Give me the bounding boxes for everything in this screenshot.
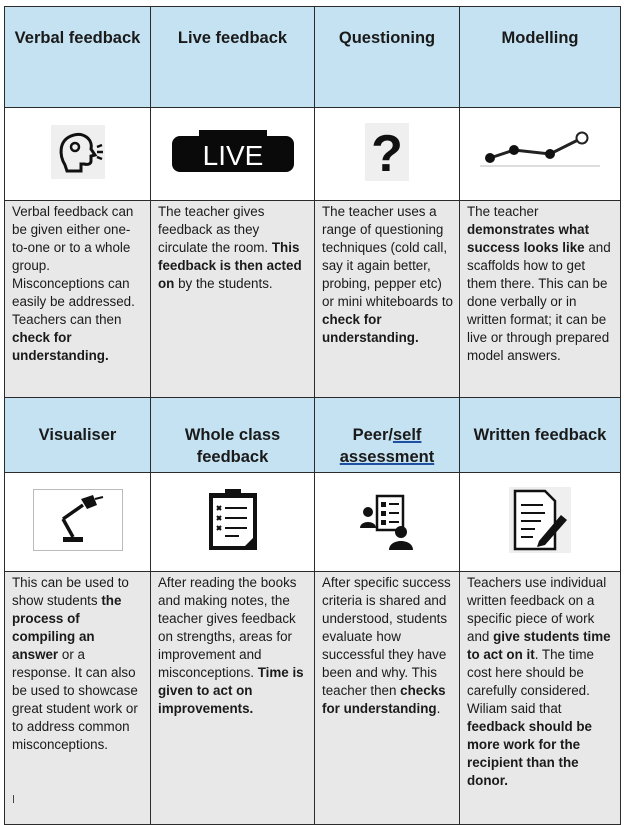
header-visualiser: [5, 398, 151, 473]
cell-verbal-feedback: Verbal feedback can be given either one-to-one or to a whole group. Misconceptions can easily be addressed. Teachers can then check for understanding.: [5, 201, 151, 398]
header-live-feedback: [151, 7, 315, 108]
header-written-feedback: [460, 398, 621, 473]
header-label: Whole class feedback: [184, 426, 281, 466]
cell-live-feedback: The teacher gives feedback as they circulate the room. This feedback is then acted on by the students.: [151, 201, 315, 398]
header-label: Verbal feedback: [14, 29, 141, 47]
header-modelling: [460, 7, 621, 108]
cell-peer-self-assessment: After specific success criteria is shared and understood, students evaluate how successful they have been and why. This teacher then checks for understanding.: [315, 572, 460, 825]
cell-visualiser: This can be used to show students the process of compiling an answer or a response. It can also be used to showcase great student work or to address common misconceptions.: [5, 572, 151, 825]
description-row-1: [5, 201, 621, 398]
cell-modelling: The teacher demonstrates what success looks like and scaffolds how to get them there. This can be done verbally or in written format; it can be live or through prepared model answers.: [460, 201, 621, 398]
head-speaking-icon: [51, 125, 105, 179]
feedback-strategies-table: [4, 6, 621, 825]
icon-row-1: [5, 108, 621, 201]
cell-whole-class-feedback: After reading the books and making notes, the teacher gives feedback on strengths, areas for improvement and misconceptions. Time is given to act on improvements.: [151, 572, 315, 825]
cell-written-feedback: Teachers use individual written feedback on a specific piece of work and give students time to act on it. The time cost here should be carefully considered. Wiliam said that feedback should be more work for the recipient than the donor.: [460, 572, 621, 825]
question-mark-icon: [365, 123, 409, 181]
peer-review-icon: [359, 490, 415, 550]
header-peer-self-assessment: Peer/self assessment: [315, 398, 460, 473]
desk-lamp-icon: [33, 489, 123, 551]
header-label: Written feedback: [473, 426, 607, 444]
page-margin-mark: [13, 795, 14, 803]
line-graph-icon: [478, 130, 602, 174]
header-label: Questioning: [338, 29, 436, 47]
cell-questioning: The teacher uses a range of questioning techniques (cold call, say it again better, probing, pepper etc) or mini whiteboards to check for understanding.: [315, 201, 460, 398]
header-verbal-feedback: [5, 7, 151, 108]
header-label: Live feedback: [177, 29, 288, 47]
header-label: Visualiser: [38, 426, 117, 444]
question-glyph: ?: [371, 124, 403, 181]
document-pen-icon: [509, 487, 571, 553]
clipboard-checklist-icon: [207, 488, 259, 552]
description-row-2: [5, 572, 621, 825]
header-row-1: [5, 7, 621, 108]
live-badge-icon: [169, 128, 297, 176]
header-whole-class-feedback: [151, 398, 315, 473]
icon-row-2: [5, 473, 621, 572]
header-questioning: [315, 7, 460, 108]
live-badge-text: LIVE: [202, 139, 263, 171]
header-row-2: [5, 398, 621, 473]
header-label: Modelling: [501, 29, 579, 47]
self-link[interactable]: self: [392, 426, 422, 444]
